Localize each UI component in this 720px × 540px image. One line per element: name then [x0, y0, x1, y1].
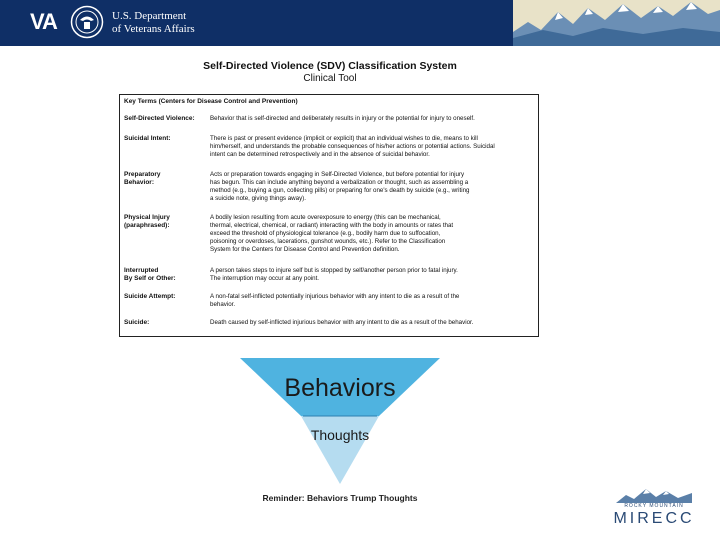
term-name: Interrupted By Self or Other: [124, 267, 176, 282]
term-name: Suicidal Intent: [124, 135, 171, 142]
term-name: Suicide Attempt: [124, 293, 176, 300]
mirecc-mountain-icon [616, 487, 692, 503]
key-terms-table [119, 94, 539, 337]
mountain-banner [513, 0, 720, 46]
term-name: Physical Injury (paraphrased): [124, 214, 170, 229]
term-definition: There is past or present evidence (implicit or explicit) that an individual wishes to die, means to kill him/herself, and understands the probable consequences of his/her actions or potential actions. Suicidal intent can be determined retrospectively and in the absence of suicidal behavior. [210, 135, 495, 158]
terms-header: Key Terms (Centers for Disease Control and Prevention) [124, 98, 298, 105]
term-definition: Acts or preparation towards engaging in Self-Directed Violence, but before potential for injury has begun. This can include anything beyond a verbalization or thought, such as assembling a method (e.g., buying a gun, collecting pills) or preparing for one's death by suicide (e.g., writing a suicide note, giving things away). [210, 171, 470, 202]
header-bar [0, 0, 720, 46]
term-name: Self-Directed Violence: [124, 115, 195, 122]
reminder-text: Reminder: Behaviors Trump Thoughts [262, 493, 418, 503]
mirecc-subtitle: ROCKY MOUNTAIN [624, 503, 684, 509]
term-name: Preparatory Behavior: [124, 171, 161, 186]
behaviors-label: Behaviors [284, 374, 396, 402]
term-definition: Behavior that is self-directed and deliberately results in injury or the potential for injury to oneself. [210, 115, 475, 122]
department-name: U.S. Department of Veterans Affairs [112, 10, 195, 35]
term-definition: A non-fatal self-inflicted potentially injurious behavior with any intent to die as a result of the behavior. [210, 293, 460, 308]
document-title: Self-Directed Violence (SDV) Classification System [203, 60, 457, 72]
term-definition: A person takes steps to injure self but is stopped by self/another person prior to fatal injury. The interruption may occur at any point. [210, 267, 458, 282]
va-logo: VA [30, 9, 57, 34]
document-subtitle: Clinical Tool [303, 73, 357, 84]
term-name: Suicide: [124, 319, 150, 326]
va-seal-icon [70, 5, 104, 39]
mirecc-logo-text: MIRECC [613, 510, 695, 527]
term-definition: A bodily lesion resulting from acute overexposure to energy (this can be mechanical, thermal, electrical, chemical, or radiant) interacting with the body in amounts or rates that exceed the threshold of physiological tolerance (e.g., bodily harm due to suffocation, poisoning or overdoses, lacerations, gunshot wounds, etc.). Refer to the Classification System for the Centers for Disease Control and Prevention definition. [210, 214, 454, 253]
term-definition: Death caused by self-inflicted injurious behavior with any intent to die as a result of the behavior. [210, 319, 474, 326]
thoughts-label: Thoughts [310, 427, 370, 443]
